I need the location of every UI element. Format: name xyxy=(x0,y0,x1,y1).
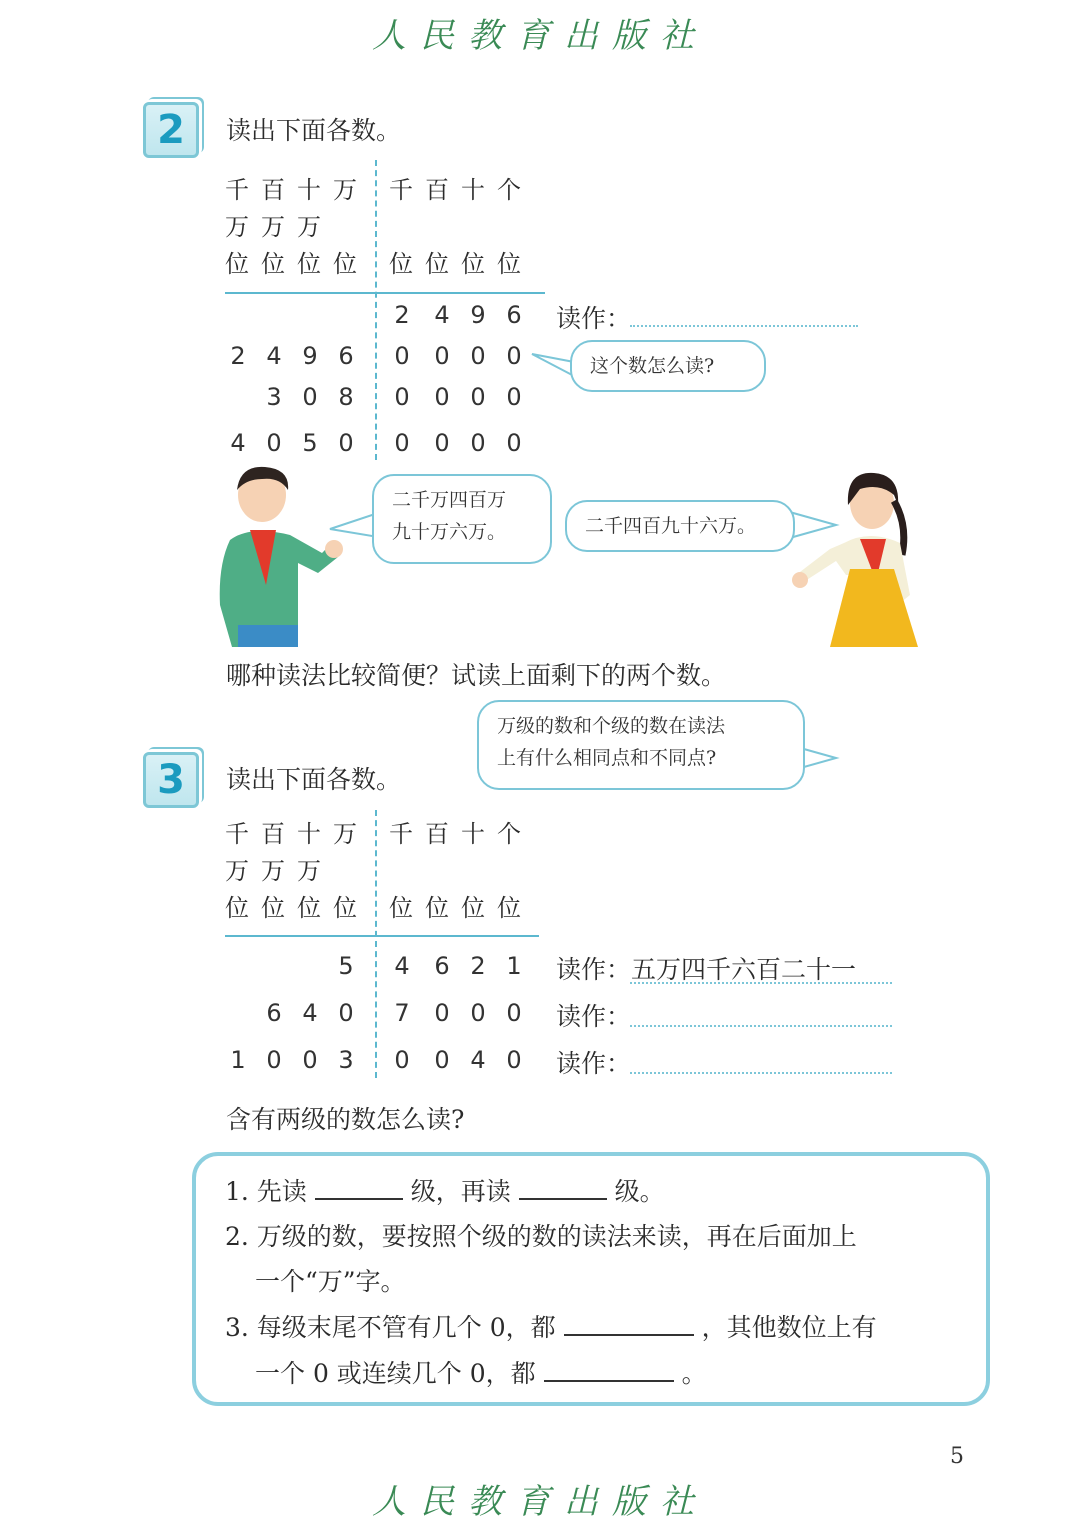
exercise-question: 哪种读法比较简便？试读上面剩下的两个数。 xyxy=(226,661,727,690)
exercise-number-badge: 3 xyxy=(143,752,199,808)
speech-bubble-question: 这个数怎么读? xyxy=(570,340,766,392)
place-value-header-rule xyxy=(225,935,539,937)
publisher-footer: 人民教育出版社 xyxy=(372,1482,708,1522)
read-as-label: 读作： xyxy=(556,304,632,333)
answer-blank[interactable] xyxy=(630,1072,892,1074)
place-value-header-rule xyxy=(225,292,545,294)
number-row: 3 0 8 0 0 0 0 xyxy=(266,383,522,411)
answer-blank xyxy=(630,982,892,984)
fill-blank[interactable] xyxy=(564,1314,694,1336)
read-as-answer: 五万四千六百二十一 xyxy=(631,955,857,984)
place-header-right-row1: 千 百 十 个 xyxy=(389,820,523,848)
speech-bubble-boy: 二千万四百万 九十万六万。 xyxy=(372,474,552,564)
number-row: 1 0 0 3 0 0 4 0 xyxy=(230,1046,522,1074)
speech-bubble-girl: 二千四百九十六万。 xyxy=(565,500,795,552)
read-as-label: 读作： xyxy=(556,1049,632,1078)
exercise-number-badge: 2 xyxy=(143,102,199,158)
fill-blank[interactable] xyxy=(315,1178,403,1200)
rule-3: 3. 每级末尾不管有几个 0，都 ，其他数位上有 xyxy=(225,1313,877,1342)
place-header-left-row1: 千 百 十 万 xyxy=(225,820,359,848)
place-header-left-row3: 位 位 位 位 xyxy=(225,250,359,278)
number-row: 2 4 9 6 0 0 0 0 xyxy=(230,342,522,370)
fill-blank[interactable] xyxy=(544,1360,674,1382)
rule-2: 2. 万级的数，要按照个级的数的读法来读，再在后面加上 xyxy=(225,1222,857,1251)
place-header-left-row2: 万 万 万 xyxy=(225,213,323,241)
exercise-question: 含有两级的数怎么读? xyxy=(226,1105,465,1134)
publisher-header: 人民教育出版社 xyxy=(372,16,708,56)
rule-3-cont: 一个 0 或连续几个 0，都 。 xyxy=(255,1359,707,1388)
answer-blank[interactable] xyxy=(630,325,858,327)
answer-blank[interactable] xyxy=(630,1025,892,1027)
place-value-divider xyxy=(375,810,377,1078)
girl-illustration xyxy=(790,465,925,647)
fill-blank[interactable] xyxy=(519,1178,607,1200)
number-row: 2 4 9 6 xyxy=(394,301,522,329)
exercise-title: 读出下面各数。 xyxy=(226,116,402,145)
read-as-label: 读作： xyxy=(556,1002,632,1031)
place-header-right-row3: 位 位 位 位 xyxy=(389,894,523,922)
number-row: 5 4 6 2 1 xyxy=(338,952,522,980)
place-header-left-row2: 万 万 万 xyxy=(225,857,323,885)
exercise-title: 读出下面各数。 xyxy=(226,765,402,794)
page-number: 5 xyxy=(950,1444,964,1469)
number-row: 6 4 0 7 0 0 0 xyxy=(266,999,522,1027)
place-header-right-row3: 位 位 位 位 xyxy=(389,250,523,278)
boy-illustration xyxy=(210,465,360,647)
place-header-right-row1: 千 百 十 个 xyxy=(389,176,523,204)
place-header-left-row3: 位 位 位 位 xyxy=(225,894,359,922)
place-header-left-row1: 千 百 十 万 xyxy=(225,176,359,204)
rule-1: 1. 先读 级，再读 级。 xyxy=(225,1177,665,1206)
speech-bubble-ex3: 万级的数和个级的数在读法 上有什么相同点和不同点? xyxy=(477,700,805,790)
rule-2-cont: 一个“万”字。 xyxy=(255,1267,406,1296)
number-row: 4 0 5 0 0 0 0 0 xyxy=(230,429,522,457)
read-as-label: 读作：五万四千六百二十一 xyxy=(556,955,857,984)
